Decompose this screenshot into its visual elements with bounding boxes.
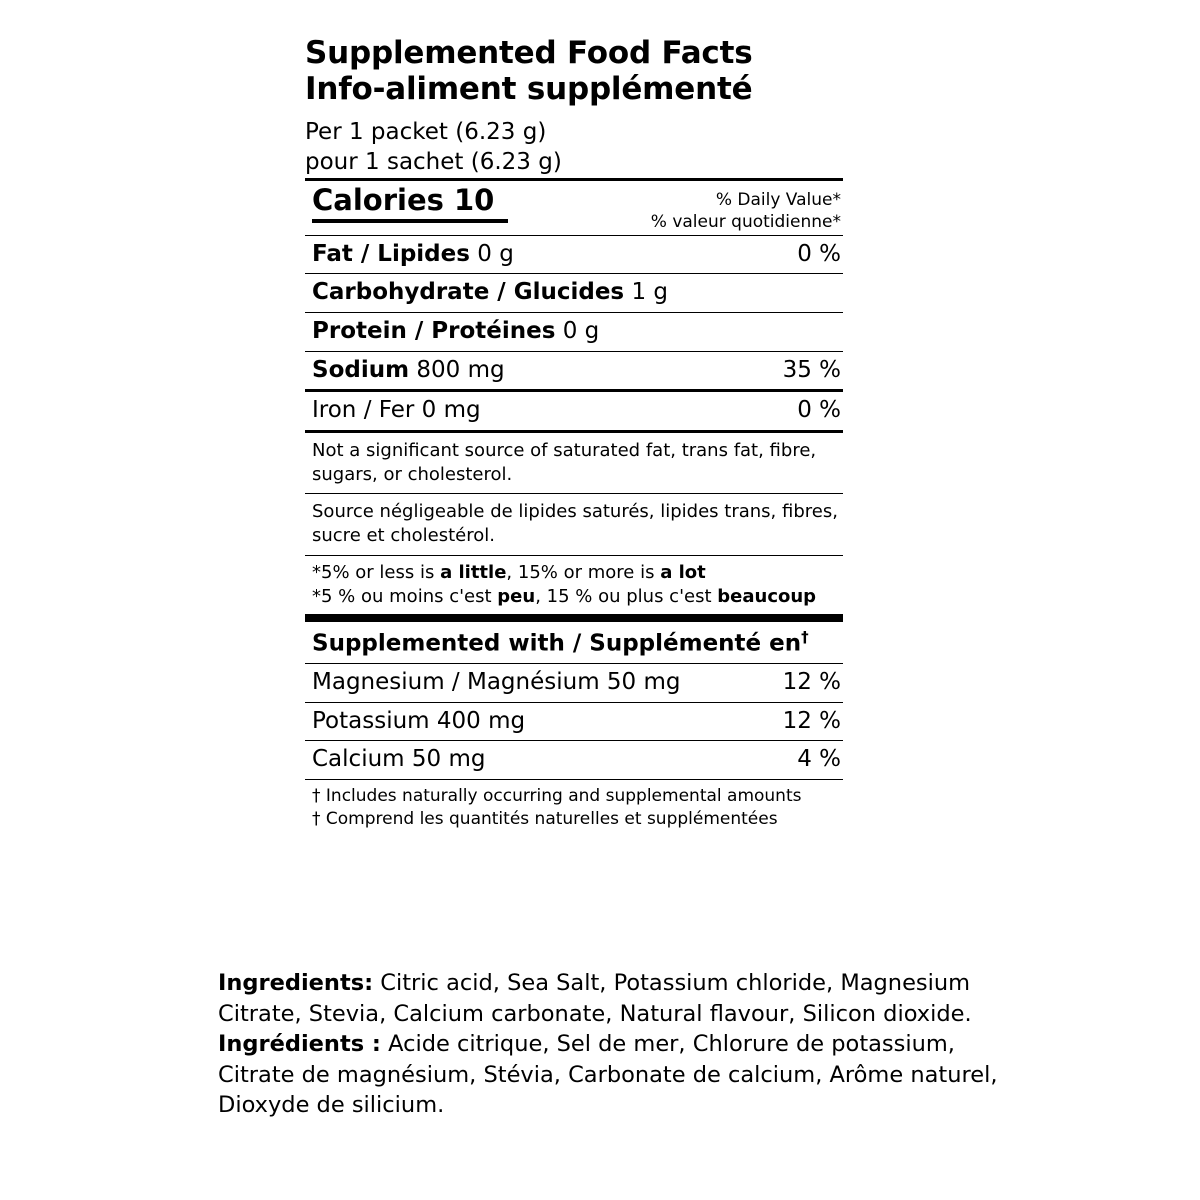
serving-size-french: pour 1 sachet (6.23 g) — [305, 149, 562, 176]
table-row — [305, 236, 843, 274]
supplement-magnesium-name: Magnesium / Magnésium 50 mg — [312, 669, 681, 696]
supplement-calcium-name: Calcium 50 mg — [312, 746, 486, 773]
table-row — [305, 392, 843, 430]
daily-value-french: % valeur quotidienne* — [650, 211, 841, 232]
supplemented-with-heading-text: Supplemented with / Supplémenté en — [312, 630, 802, 657]
nutrient-fat-name: Fat / Lipides — [312, 240, 470, 267]
footnote-english-bold-little: a little — [440, 561, 507, 583]
nutrient-iron — [312, 397, 481, 425]
supplemented-with-dagger: † — [801, 628, 809, 646]
footnote-french-bold-peu: peu — [497, 585, 536, 607]
calories-row — [305, 181, 843, 235]
divider-above-supplemented — [305, 614, 843, 622]
nutrient-carbohydrate — [312, 279, 668, 307]
daily-value-header — [651, 184, 841, 233]
nutrient-sodium — [312, 357, 505, 385]
nutrient-iron-dv: 0 % — [797, 397, 841, 424]
nutrient-protein-amount: 0 g — [562, 318, 600, 344]
title-french: Info-aliment supplémenté — [305, 70, 753, 107]
ingredients-block — [218, 968, 1008, 1121]
serving-size-block — [305, 117, 843, 178]
nutrient-carbohydrate-name: Carbohydrate / Glucides — [312, 279, 625, 306]
table-row — [305, 352, 843, 390]
supplement-magnesium-dv: 12 % — [782, 669, 841, 696]
ingredients-english — [218, 968, 1008, 1029]
table-row — [305, 274, 843, 312]
dagger-note-english: † Includes naturally occurring and supplemental amounts — [312, 786, 802, 807]
dagger-note-french: † Comprend les quantités naturelles et supplémentées — [312, 809, 778, 830]
not-significant-source-english: Not a significant source of saturated fat, trans fat, fibre, sugars, or cholesterol. — [312, 439, 817, 485]
nutrient-iron-name: Iron / Fer — [312, 397, 415, 424]
ingredients-label-french: Ingrédients : — [218, 1031, 381, 1058]
nutrient-sodium-amount: 800 mg — [416, 356, 505, 383]
supplement-potassium-dv: 12 % — [782, 707, 841, 734]
footnote-english-mid: , 15% or more is — [506, 561, 661, 583]
footnote-french-mid: , 15 % ou plus c'est — [535, 585, 718, 607]
daily-value-english: % Daily Value* — [715, 189, 841, 210]
label-title-block — [305, 36, 843, 108]
nutrient-iron-amount: 0 mg — [421, 397, 481, 424]
calories-label: Calories 10 — [312, 184, 508, 223]
table-row — [305, 741, 843, 779]
footnote-french-pre: *5 % ou moins c'est — [312, 585, 498, 607]
nutrient-protein-name: Protein / Protéines — [312, 318, 556, 344]
table-row — [305, 664, 843, 702]
supplemented-with-heading — [305, 622, 843, 663]
serving-size-english: Per 1 packet (6.23 g) — [305, 118, 547, 145]
nutrient-sodium-dv: 35 % — [782, 356, 841, 383]
footnote-block — [305, 556, 843, 614]
footnote-english-pre: *5% or less is — [312, 561, 441, 583]
supplement-potassium-name: Potassium 400 mg — [312, 707, 526, 734]
supplement-calcium-dv: 4 % — [797, 746, 841, 773]
footnote-english-bold-lot: a lot — [660, 561, 706, 583]
table-row — [305, 703, 843, 741]
ingredients-french — [218, 1029, 1008, 1121]
footnote-french-bold-beaucoup: beaucoup — [717, 585, 817, 607]
ingredients-label-english: Ingredients: — [218, 970, 374, 996]
nutrient-fat-dv: 0 % — [797, 240, 841, 267]
not-significant-source-french: Source négligeable de lipides saturés, lipides trans, fibres, sucre et cholestérol. — [312, 501, 838, 547]
nutrient-carbohydrate-amount: 1 g — [631, 279, 668, 306]
dagger-note-block — [305, 780, 843, 832]
table-row — [305, 313, 843, 351]
supplemented-food-facts-panel — [305, 36, 843, 832]
footnote-english — [312, 561, 841, 585]
nutrient-protein — [312, 318, 599, 346]
title-english: Supplemented Food Facts — [305, 35, 753, 71]
nutrient-sodium-name: Sodium — [312, 356, 410, 383]
ingredients-text-english: Citric acid, Sea Salt, Potassium chloride, Magnesium Citrate, Stevia, Calcium carbonate, Natural flavour, Silicon dioxide. — [218, 970, 972, 1027]
ingredients-text-french: Acide citrique, Sel de mer, Chlorure de potassium, Citrate de magnésium, Stévia, Carbonate de calcium, Arôme naturel, Dioxyde de silicium. — [218, 1031, 998, 1119]
footnote-french — [312, 585, 841, 609]
nutrient-fat — [312, 241, 514, 269]
nutrient-fat-amount: 0 g — [477, 240, 514, 267]
